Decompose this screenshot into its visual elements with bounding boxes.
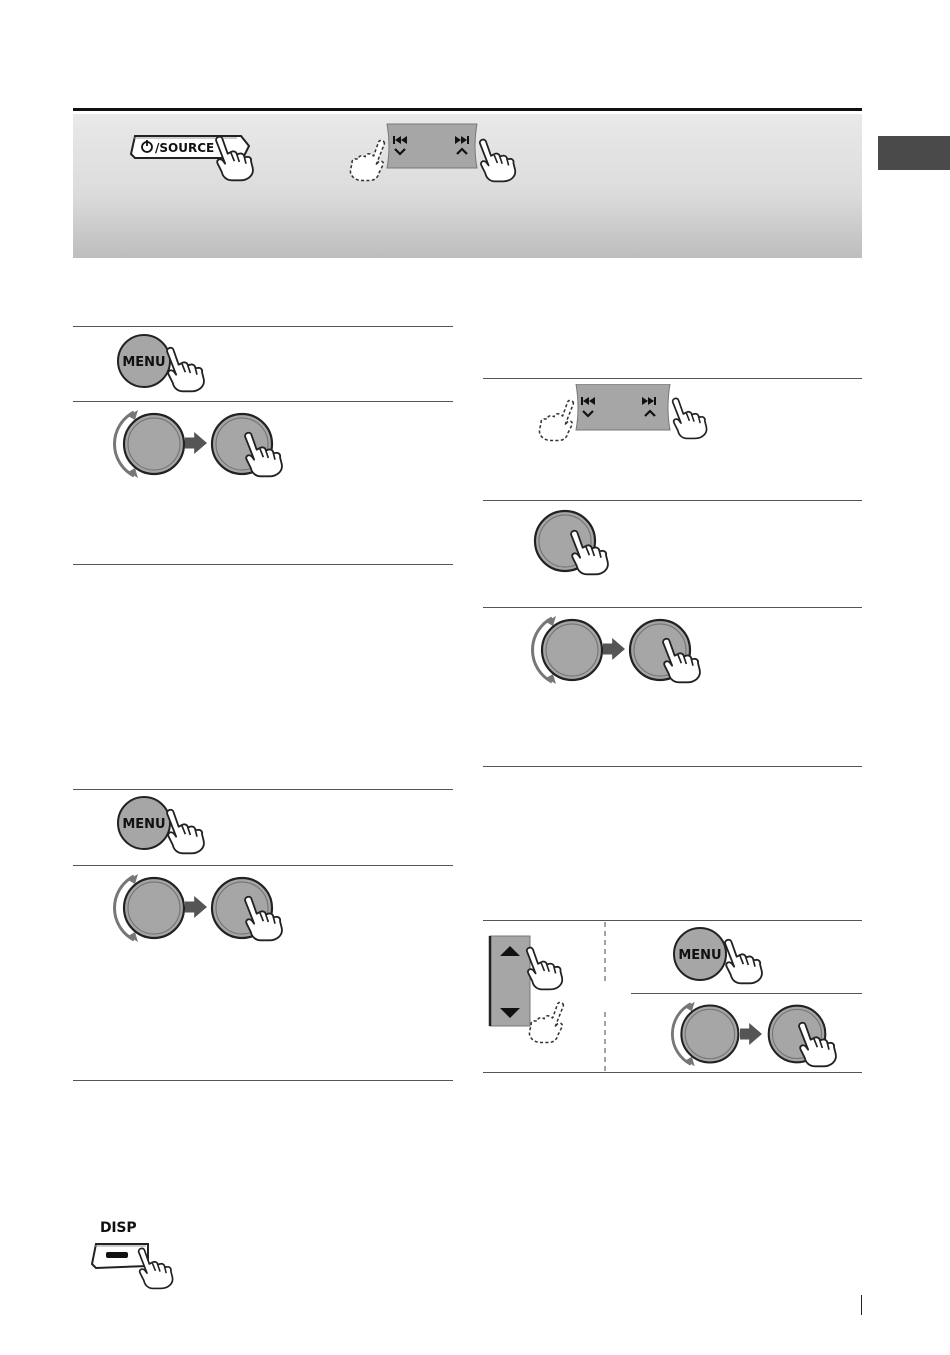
divider	[73, 564, 453, 565]
finger-press-dashed-icon	[350, 140, 384, 180]
dashed-separator	[603, 922, 607, 1074]
rotate-and-press-illustration	[670, 996, 860, 1072]
menu-button-label: MENU	[122, 817, 166, 832]
top-rule	[73, 108, 862, 111]
divider	[483, 378, 862, 379]
page-marker	[861, 1295, 862, 1315]
skip-buttons-illustration	[341, 122, 541, 194]
rotate-and-press-illustration	[112, 404, 302, 484]
divider	[483, 607, 862, 608]
rotate-dial-icon	[114, 874, 184, 942]
knob-press-illustration	[530, 506, 630, 578]
divider	[631, 993, 862, 994]
finger-press-icon	[139, 1248, 173, 1288]
arrow-right-icon	[185, 432, 207, 454]
finger-press-icon	[167, 810, 204, 854]
disp-button-illustration	[88, 1238, 188, 1294]
finger-press-icon	[725, 940, 762, 984]
divider	[73, 789, 453, 790]
rotate-dial-icon	[532, 616, 602, 684]
divider	[73, 401, 453, 402]
menu-button-illustration	[112, 795, 222, 855]
finger-press-icon	[527, 948, 562, 990]
arrow-right-icon	[740, 1023, 762, 1045]
source-button-illustration	[125, 124, 285, 190]
skip-buttons-illustration	[532, 384, 732, 444]
divider	[483, 920, 862, 921]
arrow-right-icon	[185, 896, 207, 918]
rotate-and-press-illustration	[112, 868, 302, 948]
arrow-right-icon	[603, 638, 625, 660]
divider	[73, 1080, 453, 1081]
divider	[483, 766, 862, 767]
section-side-tab	[878, 136, 950, 170]
finger-press-icon	[480, 140, 515, 182]
divider	[73, 326, 453, 327]
rotate-and-press-illustration	[530, 610, 720, 690]
disp-button-label: DISP	[100, 1220, 137, 1236]
rotate-dial-icon	[672, 1002, 738, 1067]
source-button-label: /SOURCE	[155, 141, 215, 155]
menu-button-illustration	[670, 926, 780, 986]
menu-button-illustration	[112, 333, 222, 393]
header-banner	[73, 114, 862, 258]
finger-press-dashed-icon	[539, 400, 573, 440]
rotate-dial-icon	[114, 410, 184, 478]
menu-button-label: MENU	[678, 948, 722, 963]
finger-press-icon	[167, 348, 204, 392]
finger-press-icon	[673, 398, 707, 438]
finger-press-dashed-icon	[529, 1002, 563, 1042]
up-down-buttons-illustration	[488, 934, 578, 1050]
divider	[483, 1072, 862, 1073]
menu-button-label: MENU	[122, 355, 166, 370]
divider	[73, 865, 453, 866]
divider	[483, 500, 862, 501]
